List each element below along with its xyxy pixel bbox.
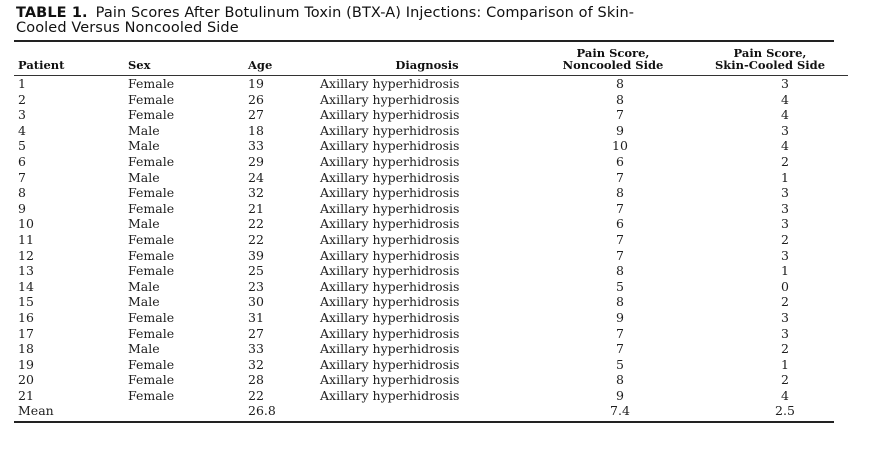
cell-age: 27 <box>248 325 264 341</box>
cell-pain-skin-cooled: 2 <box>781 372 789 388</box>
cell-pain-skin-cooled: 1 <box>781 169 789 185</box>
cell-pain-noncooled: 8 <box>616 76 624 91</box>
cell-age: 33 <box>248 341 264 357</box>
cooled-header-line-2: Skin-Cooled Side <box>714 58 826 72</box>
cell-pain-skin-cooled: 3 <box>781 76 789 91</box>
cell-diagnosis: Axillary hyperhidrosis <box>320 278 460 294</box>
cell-pain-skin-cooled: 3 <box>781 216 789 232</box>
cell-sex: Female <box>128 356 175 372</box>
mean-pain-noncooled: 7.4 <box>610 403 630 419</box>
cell-sex: Female <box>128 153 175 169</box>
cell-pain-noncooled: 8 <box>616 185 624 201</box>
cell-patient: 15 <box>18 294 34 310</box>
table-row <box>14 154 848 170</box>
cell-pain-noncooled: 9 <box>616 122 624 138</box>
cell-patient: 12 <box>18 247 34 263</box>
cell-pain-noncooled: 6 <box>616 153 624 169</box>
cell-sex: Male <box>128 216 160 232</box>
column-header-sex: Sex <box>128 58 151 72</box>
cell-patient: 13 <box>18 263 34 279</box>
column-header-age: Age <box>248 58 273 72</box>
cell-pain-noncooled: 5 <box>616 278 624 294</box>
table-row <box>14 372 848 388</box>
cell-patient: 19 <box>18 356 34 372</box>
table-row <box>14 232 848 248</box>
cell-diagnosis: Axillary hyperhidrosis <box>320 247 460 263</box>
cell-age: 19 <box>248 76 264 91</box>
cell-pain-noncooled: 6 <box>616 216 624 232</box>
cell-patient: 17 <box>18 325 34 341</box>
cell-pain-skin-cooled: 2 <box>781 153 789 169</box>
cell-pain-skin-cooled: 3 <box>781 185 789 201</box>
cell-patient: 9 <box>18 200 26 216</box>
cell-pain-skin-cooled: 3 <box>781 247 789 263</box>
cell-pain-skin-cooled: 0 <box>781 278 789 294</box>
cell-pain-noncooled: 7 <box>616 169 624 185</box>
mean-age: 26.8 <box>248 403 276 419</box>
cell-sex: Female <box>128 325 175 341</box>
cell-diagnosis: Axillary hyperhidrosis <box>320 138 460 154</box>
header-row <box>14 42 848 75</box>
table-row <box>14 310 848 326</box>
cell-patient: 1 <box>18 76 26 91</box>
table-row <box>14 263 848 279</box>
cell-pain-noncooled: 8 <box>616 91 624 107</box>
table-row <box>14 170 848 186</box>
noncooled-header-line-1: Pain Score, <box>576 46 650 60</box>
cell-sex: Female <box>128 231 175 247</box>
cell-pain-skin-cooled: 2 <box>781 231 789 247</box>
cell-patient: 2 <box>18 91 26 107</box>
cell-sex: Female <box>128 76 175 91</box>
caption-line-2: Cooled Versus Noncooled Side <box>16 20 239 36</box>
noncooled-header-line-2: Noncooled Side <box>562 58 664 72</box>
cell-age: 26 <box>248 91 264 107</box>
cell-sex: Male <box>128 169 160 185</box>
cell-diagnosis: Axillary hyperhidrosis <box>320 309 460 325</box>
bottom-rule <box>14 421 834 423</box>
cell-age: 28 <box>248 372 264 388</box>
cell-patient: 6 <box>18 153 26 169</box>
cell-pain-noncooled: 9 <box>616 309 624 325</box>
cell-diagnosis: Axillary hyperhidrosis <box>320 387 460 403</box>
cell-patient: 20 <box>18 372 34 388</box>
cell-pain-noncooled: 9 <box>616 387 624 403</box>
cell-diagnosis: Axillary hyperhidrosis <box>320 122 460 138</box>
cell-diagnosis: Axillary hyperhidrosis <box>320 169 460 185</box>
cell-sex: Female <box>128 372 175 388</box>
cell-pain-noncooled: 7 <box>616 107 624 123</box>
cell-age: 30 <box>248 294 264 310</box>
cell-diagnosis: Axillary hyperhidrosis <box>320 341 460 357</box>
cell-diagnosis: Axillary hyperhidrosis <box>320 294 460 310</box>
cell-patient: 5 <box>18 138 26 154</box>
cell-patient: 21 <box>18 387 34 403</box>
table-row <box>14 201 848 217</box>
cell-sex: Female <box>128 263 175 279</box>
cell-sex: Female <box>128 185 175 201</box>
table-row <box>14 185 848 201</box>
cooled-header-line-1: Pain Score, <box>733 46 807 60</box>
mean-diagnosis <box>320 403 534 419</box>
cell-sex: Female <box>128 91 175 107</box>
cell-sex: Female <box>128 107 175 123</box>
cell-pain-noncooled: 7 <box>616 231 624 247</box>
column-header-diagnosis: Diagnosis <box>395 58 459 72</box>
cell-pain-skin-cooled: 3 <box>781 309 789 325</box>
cell-patient: 10 <box>18 216 34 232</box>
cell-diagnosis: Axillary hyperhidrosis <box>320 153 460 169</box>
cell-sex: Female <box>128 200 175 216</box>
table-document <box>14 6 834 423</box>
table-row <box>14 138 848 154</box>
cell-age: 27 <box>248 107 264 123</box>
table-row <box>14 248 848 264</box>
cell-pain-skin-cooled: 1 <box>781 356 789 372</box>
cell-pain-noncooled: 8 <box>616 294 624 310</box>
cell-pain-noncooled: 8 <box>616 372 624 388</box>
table-caption <box>14 6 834 36</box>
column-header-patient: Patient <box>18 58 65 72</box>
table-row <box>14 326 848 342</box>
cell-age: 24 <box>248 169 264 185</box>
cell-patient: 11 <box>18 231 34 247</box>
table-row <box>14 357 848 373</box>
cell-age: 32 <box>248 356 264 372</box>
cell-pain-skin-cooled: 4 <box>781 387 789 403</box>
cell-pain-noncooled: 7 <box>616 341 624 357</box>
cell-sex: Male <box>128 278 160 294</box>
table-row <box>14 92 848 108</box>
cell-age: 22 <box>248 216 264 232</box>
mean-label: Mean <box>18 403 54 419</box>
cell-patient: 14 <box>18 278 34 294</box>
cell-pain-noncooled: 5 <box>616 356 624 372</box>
cell-age: 18 <box>248 122 264 138</box>
cell-sex: Male <box>128 138 160 154</box>
cell-patient: 4 <box>18 122 26 138</box>
cell-pain-noncooled: 7 <box>616 200 624 216</box>
table-row <box>14 388 848 404</box>
cell-pain-skin-cooled: 3 <box>781 122 789 138</box>
table-row <box>14 294 848 310</box>
cell-diagnosis: Axillary hyperhidrosis <box>320 91 460 107</box>
cell-age: 32 <box>248 185 264 201</box>
caption-title-part-1: Pain Scores After Botulinum Toxin (BTX-A) Injections: Comparison of Skin- <box>95 5 635 21</box>
table-row <box>14 279 848 295</box>
cell-diagnosis: Axillary hyperhidrosis <box>320 216 460 232</box>
cell-diagnosis: Axillary hyperhidrosis <box>320 185 460 201</box>
table-label: TABLE 1. <box>16 5 88 21</box>
cell-sex: Male <box>128 294 160 310</box>
cell-patient: 16 <box>18 309 34 325</box>
cell-age: 23 <box>248 278 264 294</box>
cell-pain-skin-cooled: 2 <box>781 341 789 357</box>
cell-age: 33 <box>248 138 264 154</box>
cell-pain-skin-cooled: 4 <box>781 91 789 107</box>
cell-age: 25 <box>248 263 264 279</box>
caption-line-1 <box>16 6 834 21</box>
table-row <box>14 76 848 92</box>
cell-pain-skin-cooled: 2 <box>781 294 789 310</box>
cell-sex: Male <box>128 122 160 138</box>
cell-pain-skin-cooled: 1 <box>781 263 789 279</box>
cell-pain-skin-cooled: 3 <box>781 325 789 341</box>
table-body <box>14 76 848 419</box>
cell-sex: Female <box>128 309 175 325</box>
cell-pain-noncooled: 7 <box>616 325 624 341</box>
table-row <box>14 216 848 232</box>
cell-patient: 3 <box>18 107 26 123</box>
cell-diagnosis: Axillary hyperhidrosis <box>320 231 460 247</box>
mean-pain-skin-cooled: 2.5 <box>775 403 795 419</box>
cell-sex: Male <box>128 341 160 357</box>
column-header-skin-cooled <box>692 42 848 75</box>
table-row <box>14 341 848 357</box>
cell-age: 29 <box>248 153 264 169</box>
cell-pain-noncooled: 7 <box>616 247 624 263</box>
cell-age: 21 <box>248 200 264 216</box>
mean-sex <box>118 403 248 419</box>
cell-age: 31 <box>248 309 264 325</box>
cell-diagnosis: Axillary hyperhidrosis <box>320 372 460 388</box>
cell-pain-noncooled: 8 <box>616 263 624 279</box>
cell-diagnosis: Axillary hyperhidrosis <box>320 263 460 279</box>
cell-pain-skin-cooled: 3 <box>781 200 789 216</box>
cell-patient: 18 <box>18 341 34 357</box>
pain-scores-table <box>14 42 848 419</box>
cell-sex: Female <box>128 247 175 263</box>
cell-age: 39 <box>248 247 264 263</box>
cell-diagnosis: Axillary hyperhidrosis <box>320 325 460 341</box>
cell-pain-skin-cooled: 4 <box>781 138 789 154</box>
cell-pain-skin-cooled: 4 <box>781 107 789 123</box>
cell-patient: 7 <box>18 169 26 185</box>
cell-patient: 8 <box>18 185 26 201</box>
cell-pain-noncooled: 10 <box>612 138 628 154</box>
table-row <box>14 107 848 123</box>
column-header-noncooled <box>534 42 692 75</box>
cell-diagnosis: Axillary hyperhidrosis <box>320 200 460 216</box>
cell-age: 22 <box>248 387 264 403</box>
cell-diagnosis: Axillary hyperhidrosis <box>320 356 460 372</box>
cell-sex: Female <box>128 387 175 403</box>
cell-diagnosis: Axillary hyperhidrosis <box>320 107 460 123</box>
cell-age: 22 <box>248 231 264 247</box>
cell-diagnosis: Axillary hyperhidrosis <box>320 76 460 91</box>
table-row <box>14 123 848 139</box>
mean-row <box>14 403 848 419</box>
